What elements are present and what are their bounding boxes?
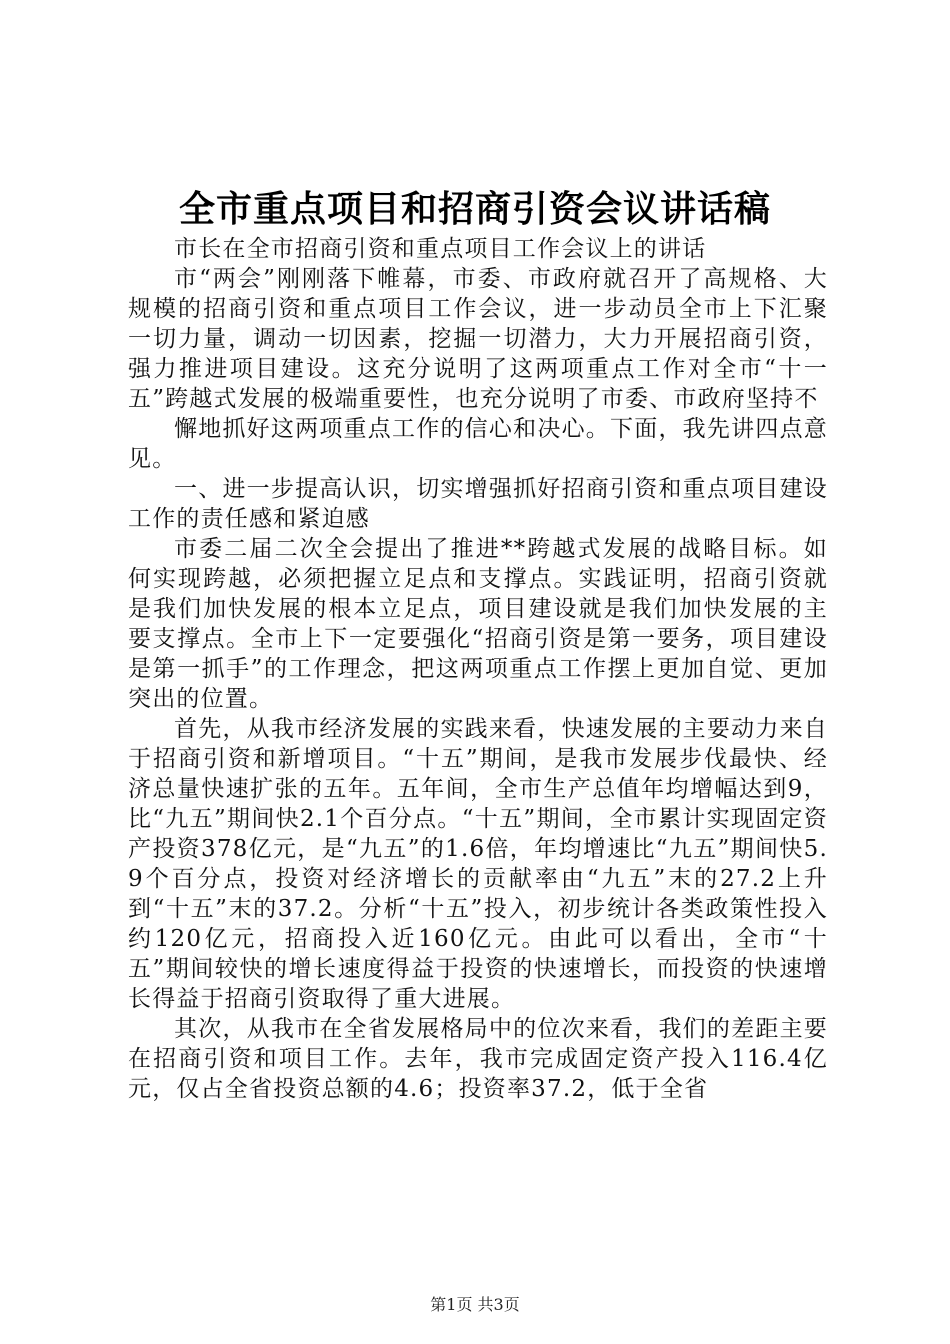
document-body: [128, 234, 828, 1104]
body-paragraph: 首先，从我市经济发展的实践来看，快速发展的主要动力来自于招商引资和新增项目。“十五”期间，是我市发展步伐最快、经济总量快速扩张的五年。五年间，全市生产总值年均增幅达到9，比“九五”期间快2.1个百分点。“十五”期间，全市累计实现固定资产投资378亿元，是“九五”的1.6倍，年均增速比“九五”期间快5.9个百分点，投资对经济增长的贡献率由“九五”末的27.2上升到“十五”末的37.2。分析“十五”投入，初步统计各类政策性投入约120亿元，招商投入近160亿元。由此可以看出，全市“十五”期间较快的增长速度得益于投资的快速增长，而投资的快速增长得益于招商引资取得了重大进展。: [128, 716, 828, 1012]
body-paragraph: 懈地抓好这两项重点工作的信心和决心。下面，我先讲四点意见。: [128, 416, 828, 472]
subtitle-paragraph: 市长在全市招商引资和重点项目工作会议上的讲话: [174, 236, 707, 262]
document-title: 全市重点项目和招商引资会议讲话稿: [178, 188, 771, 230]
body-paragraph: 市委二届二次全会提出了推进**跨越式发展的战略目标。如何实现跨越，必须把握立足点和支撑点。实践证明，招商引资就是我们加快发展的根本立足点，项目建设就是我们加快发展的主要支撑点。全市上下一定要强化“招商引资是第一要务，项目建设是第一抓手”的工作理念，把这两项重点工作摆上更加自觉、更加突出的位置。: [128, 536, 828, 712]
page-number-footer: 第1页 共3页: [430, 1295, 520, 1314]
section-heading: 一、进一步提高认识，切实增强抓好招商引资和重点项目建设工作的责任感和紧迫感: [128, 476, 828, 532]
body-paragraph: 其次，从我市在全省发展格局中的位次来看，我们的差距主要在招商引资和项目工作。去年，我市完成固定资产投入116.4亿元，仅占全省投资总额的4.6；投资率37.2，低于全省: [128, 1016, 828, 1102]
body-paragraph: 市“两会”刚刚落下帷幕，市委、市政府就召开了高规格、大规模的招商引资和重点项目工作会议，进一步动员全市上下汇聚一切力量，调动一切因素，挖掘一切潜力，大力开展招商引资，强力推进项目建设。这充分说明了这两项重点工作对全市“十一五”跨越式发展的极端重要性，也充分说明了市委、市政府坚持不: [128, 266, 828, 412]
